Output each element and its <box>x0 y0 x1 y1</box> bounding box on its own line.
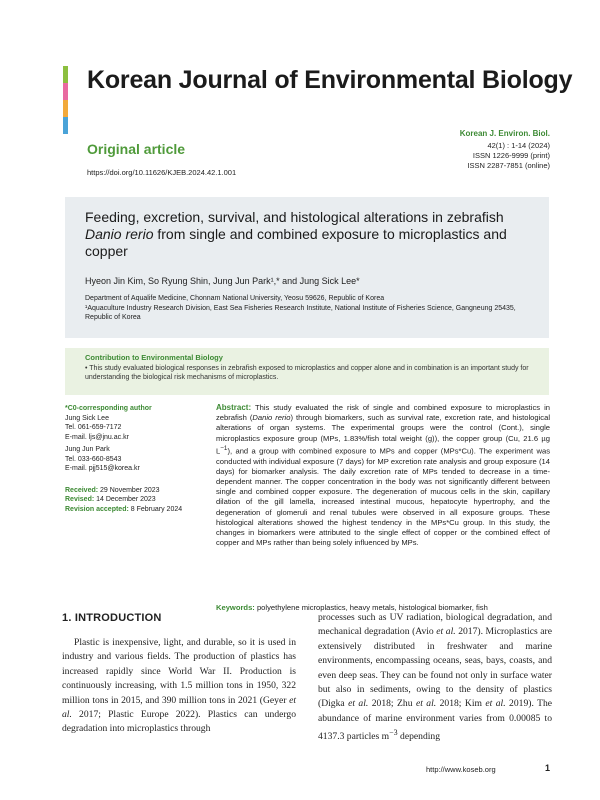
author-email[interactable]: E-mail. ljs@jnu.ac.kr <box>65 433 129 441</box>
footer-url[interactable]: http://www.koseb.org <box>426 765 496 774</box>
correspondence-sidebar <box>65 404 205 514</box>
author-tel: Tel. 061-659-7172 <box>65 424 122 431</box>
color-bar-segment <box>63 66 68 83</box>
author-name: Jung Jun Park <box>65 446 110 453</box>
journal-title: Korean Journal of Environmental Biology <box>87 66 573 94</box>
color-bar-segment <box>63 100 68 117</box>
body-paragraph: Plastic is inexpensive, light, and durable, so it is used in industry and various fields. The production of plastics has increased rapidly since World War II. Production is continuously increasing, with 1.5 million tons in 1950, 322 million tons in 2015, and 390 million tons in 2021 (Geyer et al. 2017; Plastic Europe 2022). Plastics can undergo degradation into microplastics through <box>62 637 296 735</box>
journal-color-bar <box>63 66 68 134</box>
body-column-left <box>62 636 296 737</box>
color-bar-segment <box>63 83 68 100</box>
contribution-text: • This study evaluated biological responses in zebrafish exposed to microplastics and copper alone and in combination is an important study for understanding the biological risk mechanisms of microplastics. <box>85 365 529 381</box>
article-type: Original article <box>87 141 186 157</box>
abstract-species: Danio rerio <box>252 413 291 423</box>
section-heading: 1. INTRODUCTION <box>62 612 162 624</box>
author-tel: Tel. 033-660-8543 <box>65 455 122 463</box>
doi-link[interactable]: https://doi.org/10.11626/KJEB.2024.42.1.001 <box>87 168 237 177</box>
title-text: from single and combined exposure to microplastics and copper <box>85 226 507 259</box>
volume-pages: 42(1) : 1-14 (2024) <box>487 141 550 150</box>
abstract <box>216 403 550 548</box>
color-bar-segment <box>63 117 68 134</box>
contribution-title: Contribution to Environmental Biology <box>85 353 223 362</box>
corresponding-author-label: *C0-corresponding author <box>65 405 152 412</box>
keywords-text: polyethylene microplastics, heavy metals, histological biomarker, fish <box>254 603 488 612</box>
abstract-text: ), and a group with combined exposure to MPs and copper (MPs*Cu). The experiment was conducted with individual exposure (7 days) for MP excretion rate analysis and group exposure (14 days) for biomarker analysis. The daily excretion rate of MPs tended to decrease in a time-dependent manner. The copper concentration in the body was not significantly different between single and combined copper exposure. The degeneration of mucous cells in the skin, capillary dilation of the gill lamella, increased intestinal mucous, hepatocyte hypertrophy, and the degeneration of glomeruli and renal tubules were observed in all exposure groups. These histological alterations showed the highest tendency in the MPs*Cu group. In this study, the changes in biomarkers were attributed to the single effect of copper or the combined effect of copper and MPs rather than being solely influenced by MPs. <box>216 446 550 548</box>
body-column-right <box>318 611 552 745</box>
title-block <box>65 197 549 338</box>
revised-date: Revised: 14 December 2023 <box>65 496 156 503</box>
issn-online: ISSN 2287-7851 (online) <box>467 161 550 170</box>
author-name: Jung Sick Lee <box>65 414 109 422</box>
body-paragraph: processes such as UV radiation, biological degradation, and mechanical degradation (Avio et al. 2017). Microplastics are extensively distributed in freshwater and marine environments, encompassing oceans, seas, bays, coasts, and even deep seas. They can be found not only in surface water but also in sediments, owing to the density of plastics (Digka et al. 2018; Zhu et al. 2018; Kim et al. 2019). The abundance of marine environment varies from 0.00085 to 4137.3 particles $m^{-3}$ depending <box>318 612 553 743</box>
abstract-label: Abstract: <box>216 403 252 412</box>
affiliation-2: ¹Aquaculture Industry Research Division, East Sea Fisheries Research Institute, National Institute of Fisheries Science, Gangneung 25435, Republic of Korea <box>85 305 516 321</box>
journal-meta <box>460 129 550 171</box>
keywords-label: Keywords: <box>216 603 255 612</box>
received-date: Received: 29 November 2023 <box>65 486 160 494</box>
journal-abbreviation: Korean J. Environ. Biol. <box>459 129 550 138</box>
title-text: Feeding, excretion, survival, and histological alterations in zebrafish <box>85 209 504 225</box>
contribution-box <box>65 348 549 395</box>
author-email[interactable]: E-mail. pjj515@korea.kr <box>65 465 140 472</box>
affiliation-1: Department of Aqualife Medicine, Chonnam National University, Yeosu 59626, Republic of Korea <box>85 295 385 302</box>
abstract-text: This study evaluated the risk of single and combined exposure to microplastics in zebrafish ( <box>216 403 550 423</box>
authors: Hyeon Jin Kim, So Ryung Shin, Jung Jun Park¹,* and Jung Sick Lee* <box>85 276 360 286</box>
abstract-text: ) through biomarkers, such as survival rate, excretion rate, and histological alterations of organ systems. The experimental groups were the control (Cont.), single microplastics exposure group (MPs, 1.83%/fish total weight (g)), the copper group (Cu, 21.6 µg L <box>216 413 551 456</box>
issn-print: ISSN 1226-9999 (print) <box>472 151 550 160</box>
title-species: Danio rerio <box>85 226 154 242</box>
accepted-date: Revision accepted: 8 February 2024 <box>65 505 183 513</box>
abstract-superscript: −1 <box>220 444 228 452</box>
page-number: 1 <box>545 763 551 773</box>
paper-title <box>85 209 525 260</box>
